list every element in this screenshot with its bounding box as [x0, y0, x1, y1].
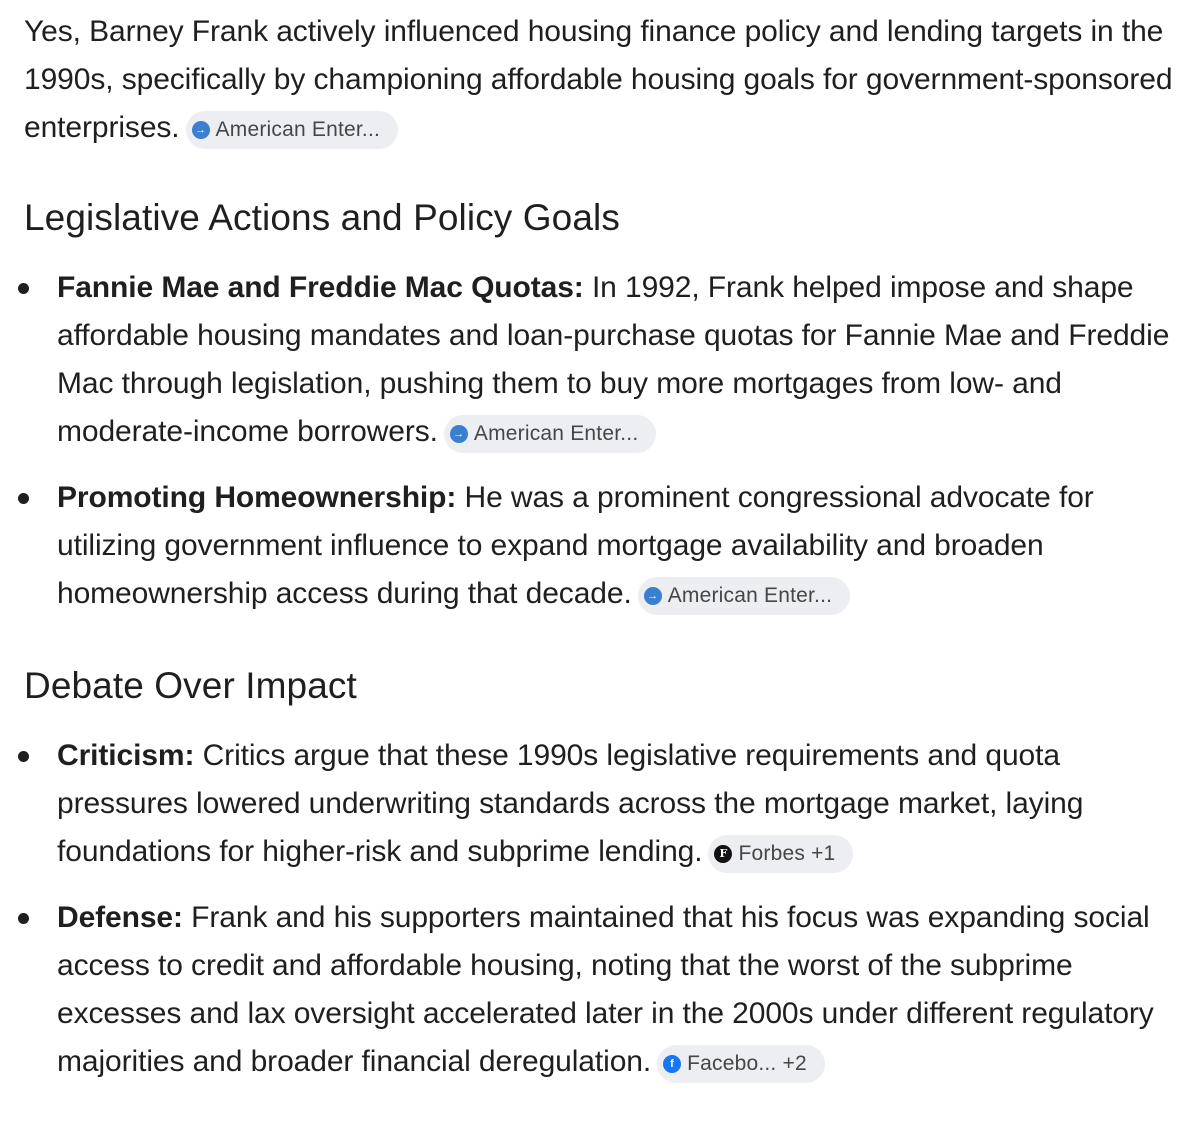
- intro-text: Yes, Barney Frank actively influenced housing finance policy and lending targets in the 1990s, specifically by championing affordable housing goals for government-sponsored enterprises.: [24, 15, 1173, 144]
- section-heading: Debate Over Impact: [24, 665, 357, 706]
- item-text: He was a prominent congressional advocate for utilizing government influence to expand mortgage availability and broaden homeownership access during that decade.: [57, 481, 1094, 610]
- section-heading: Legislative Actions and Policy Goals: [24, 197, 620, 238]
- bullet-icon: [18, 751, 29, 762]
- item-text: In 1992, Frank helped impose and shape affordable housing mandates and loan-purchase quotas for Fannie Mae and Freddie Mac through legislation, pushing them to buy more mortgages from low- and moderate-income borrowers.: [57, 271, 1170, 448]
- source-chip-label: American Enter...: [473, 422, 639, 445]
- source-chip-label: Forbes +1: [738, 842, 836, 865]
- item-title: Defense:: [57, 901, 183, 934]
- source-chip[interactable]: [186, 111, 398, 149]
- bullet-list: [24, 732, 1187, 1086]
- source-chip[interactable]: [657, 1045, 825, 1083]
- item-text: Critics argue that these 1990s legislative requirements and quota pressures lowered underwriting standards across the mortgage market, laying foundations for higher-risk and subprime lending.: [57, 739, 1084, 868]
- aei-icon: →: [644, 587, 662, 605]
- list-item: [24, 474, 1187, 618]
- list-item: [24, 264, 1187, 456]
- list-item: [24, 732, 1187, 876]
- aei-icon: →: [450, 425, 468, 443]
- bullet-list: [24, 264, 1187, 618]
- intro-paragraph: [24, 8, 1187, 152]
- source-chip-label: American Enter...: [667, 584, 833, 607]
- bullet-icon: [18, 493, 29, 504]
- list-item: [24, 894, 1187, 1086]
- source-chip-label: American Enter...: [215, 118, 381, 141]
- bullet-icon: [18, 913, 29, 924]
- source-chip[interactable]: [444, 415, 656, 453]
- forbes-icon: F: [714, 845, 732, 863]
- facebook-icon: f: [663, 1055, 681, 1073]
- item-text: Frank and his supporters maintained that his focus was expanding social access to credit and affordable housing, noting that the worst of the subprime excesses and lax oversight accelerated later in the 2000s under different regulatory majorities and broader financial deregulation.: [57, 901, 1154, 1078]
- source-chip[interactable]: [638, 577, 850, 615]
- bullet-icon: [18, 283, 29, 294]
- item-title: Promoting Homeownership:: [57, 481, 457, 514]
- source-chip[interactable]: [708, 835, 853, 873]
- item-title: Fannie Mae and Freddie Mac Quotas:: [57, 271, 584, 304]
- aei-icon: →: [192, 121, 210, 139]
- source-chip-label: Facebo... +2: [687, 1052, 807, 1075]
- item-title: Criticism:: [57, 739, 195, 772]
